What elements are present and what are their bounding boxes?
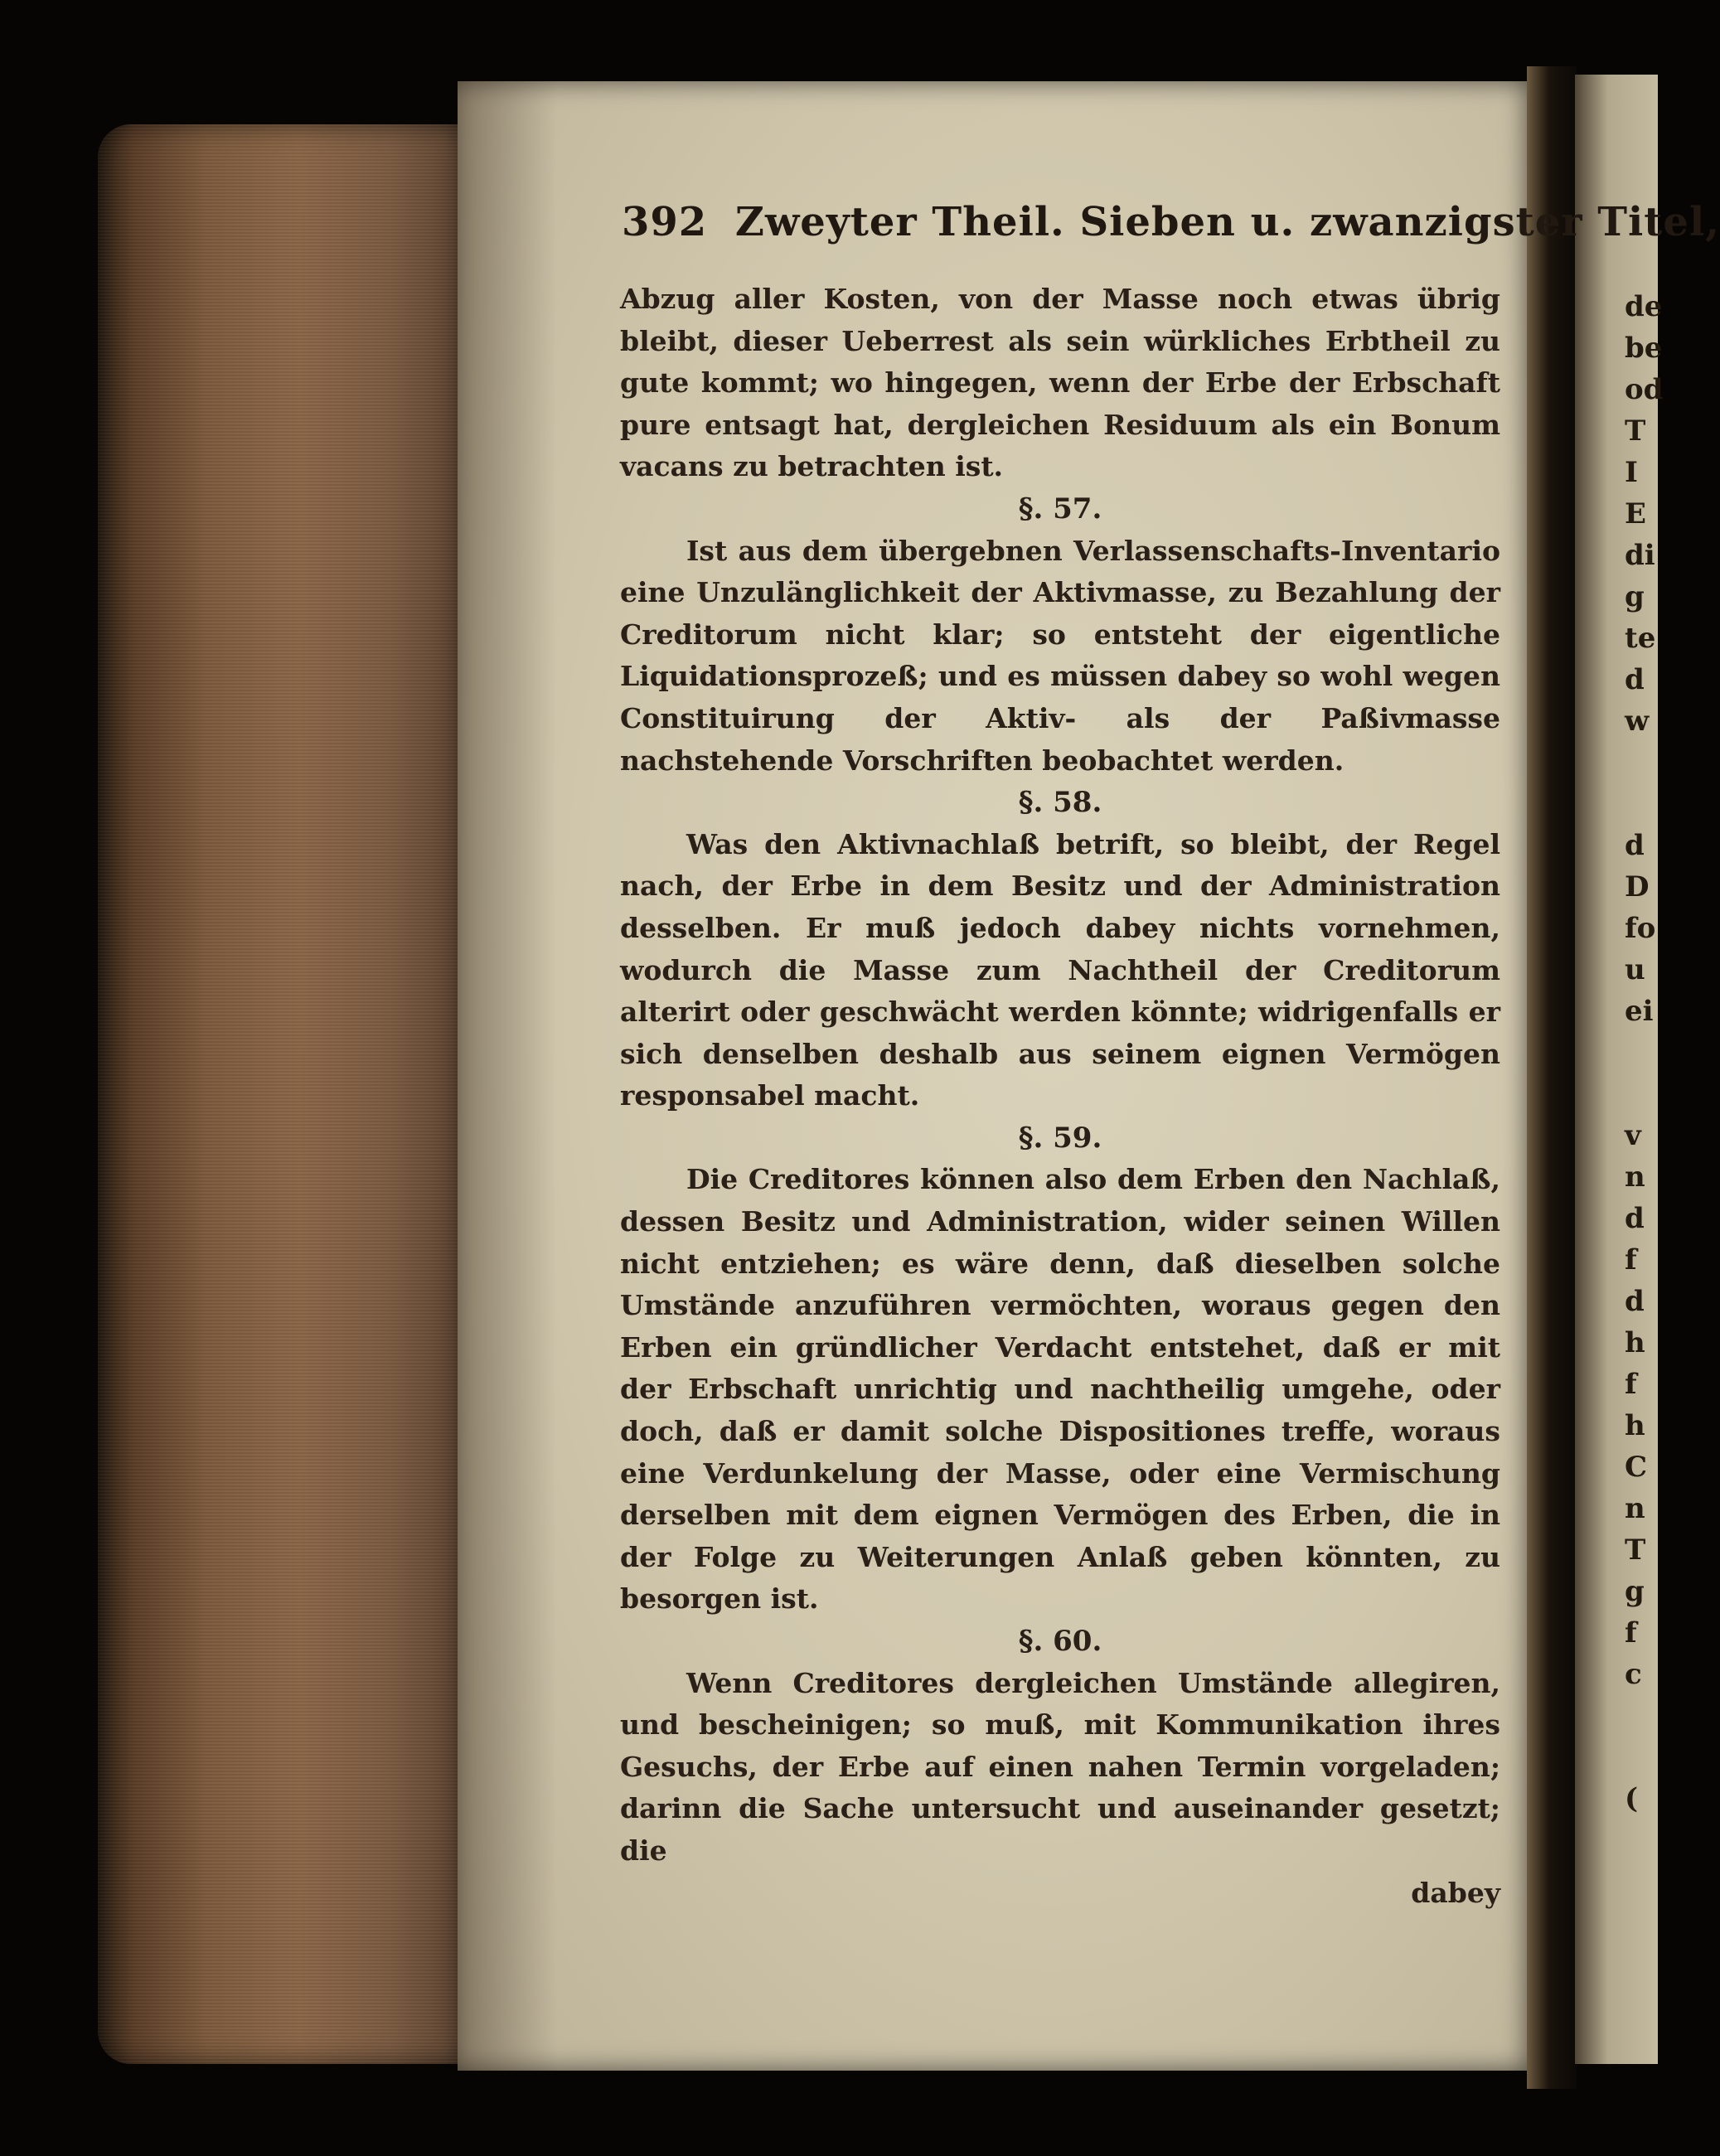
facing-page-fragment: te [1625, 622, 1656, 655]
facing-page-fragment: n [1625, 1492, 1645, 1525]
facing-page-fragment: u [1625, 953, 1645, 986]
facing-page-fragment: g [1625, 1575, 1645, 1608]
catchword: dabey [1411, 1876, 1500, 1909]
facing-page-fragment: ( [1625, 1782, 1639, 1815]
facing-page-fragment: be [1625, 332, 1663, 365]
page-body [620, 279, 1500, 1914]
facing-page-fragment: E [1625, 497, 1646, 531]
book-gutter [1527, 66, 1577, 2089]
facing-page-fragment: n [1625, 1160, 1645, 1194]
paragraph-60: Wenn Creditores dergleichen Umstände allegiren, und bescheinigen; so muß, mit Kommunikation ihres Gesuchs, der Erbe auf einen nahen Termin vorgeladen; darinn die Sache untersucht und auseinander gesetzt; die [620, 1666, 1500, 1867]
facing-page-fragment: d [1625, 829, 1645, 862]
paragraph-58: Was den Aktivnachlaß betrift, so bleibt, der Regel nach, der Erbe in dem Besitz und der Administration desselben. Er muß jedoch dabey nichts vornehmen, wodurch die Masse zum Nachtheil der Creditorum alterirt oder geschwächt werden könnte; widrigenfalls er sich denselben deshalb aus seinem eignen Vermögen responsabel macht. [620, 827, 1500, 1112]
section-heading-58: §. 58. [1018, 786, 1102, 820]
facing-page-text-fragments [1625, 286, 1664, 1819]
fragment-gap [1625, 1695, 1658, 1778]
paragraph-57: Ist aus dem übergebnen Verlassenschafts-Inventario eine Unzulänglichkeit der Aktivmasse, zu Bezahlung der Creditorum nicht klar; so entsteht der eigentliche Liquidationsprozeß; und es müssen dabey so wohl wegen Constituirung der Aktiv- als der Paßivmasse nachstehende Vorschriften beobachtet werden. [620, 534, 1500, 777]
facing-page-fragment: T [1625, 414, 1646, 448]
facing-page-fragment: c [1625, 1658, 1642, 1691]
facing-page-fragment: d [1625, 1202, 1645, 1235]
facing-page-fragment: ei [1625, 995, 1654, 1028]
section-heading-57: §. 57. [1018, 492, 1102, 526]
fragment-gap [1625, 742, 1658, 825]
facing-page-fragment: f [1625, 1368, 1637, 1401]
facing-page-fragment: D [1625, 870, 1650, 904]
facing-page-fragment: di [1625, 539, 1655, 572]
paragraph-59: Die Creditores können also dem Erben den Nachlaß, dessen Besitz und Administration, wider seinen Willen nicht entziehen; es wäre denn, daß dieselben solche Umstände anzuführen vermöchten, woraus gegen den Erben ein gründlicher Verdacht entstehet, daß er mit der Erbschaft unrichtig und nachtheilig umgehe, oder doch, daß er damit solche Dispositiones treffe, woraus eine Verdunkelung der Masse, oder eine Vermischung derselben mit dem eignen Vermögen des Erben, die in der Folge zu Weiterungen Anlaß geben könnten, zu besorgen ist. [620, 1163, 1500, 1616]
book-fore-edge [98, 124, 463, 2064]
facing-page-fragment: f [1625, 1616, 1637, 1650]
facing-page-fragment: de [1625, 290, 1663, 323]
facing-page-fragment: v [1625, 1119, 1641, 1152]
running-header [622, 199, 1720, 245]
facing-page-fragment: f [1625, 1243, 1637, 1277]
facing-page-fragment: d [1625, 663, 1645, 696]
facing-page-fragment: C [1625, 1451, 1648, 1484]
facing-page-fragment: g [1625, 580, 1645, 613]
section-heading-59: §. 59. [1018, 1121, 1102, 1155]
facing-page-fragment: d [1625, 1285, 1645, 1318]
facing-page-fragment: od [1625, 373, 1664, 406]
facing-page-fragment: I [1625, 456, 1638, 489]
section-heading-60: §. 60. [1018, 1625, 1102, 1658]
facing-page-fragment: h [1625, 1409, 1645, 1442]
facing-page-fragment: T [1625, 1533, 1646, 1567]
facing-page-fragment: h [1625, 1326, 1645, 1359]
fragment-gap [1625, 1032, 1658, 1115]
facing-page-fragment: w [1625, 705, 1650, 738]
page-number: 392 [622, 199, 708, 245]
paragraph-continuation: Abzug aller Kosten, von der Masse noch etwas übrig bleibt, dieser Ueberrest als sein würkliches Erbtheil zu gute kommt; wo hingegen, wenn der Erbe der Erbschaft pure entsagt hat, dergleichen Residuum als ein Bonum vacans zu betrachten ist. [620, 283, 1500, 483]
running-head-title: Zweyter Theil. Sieben u. zwanzigster Titel, [734, 199, 1720, 245]
facing-page-fragment: fo [1625, 912, 1656, 945]
